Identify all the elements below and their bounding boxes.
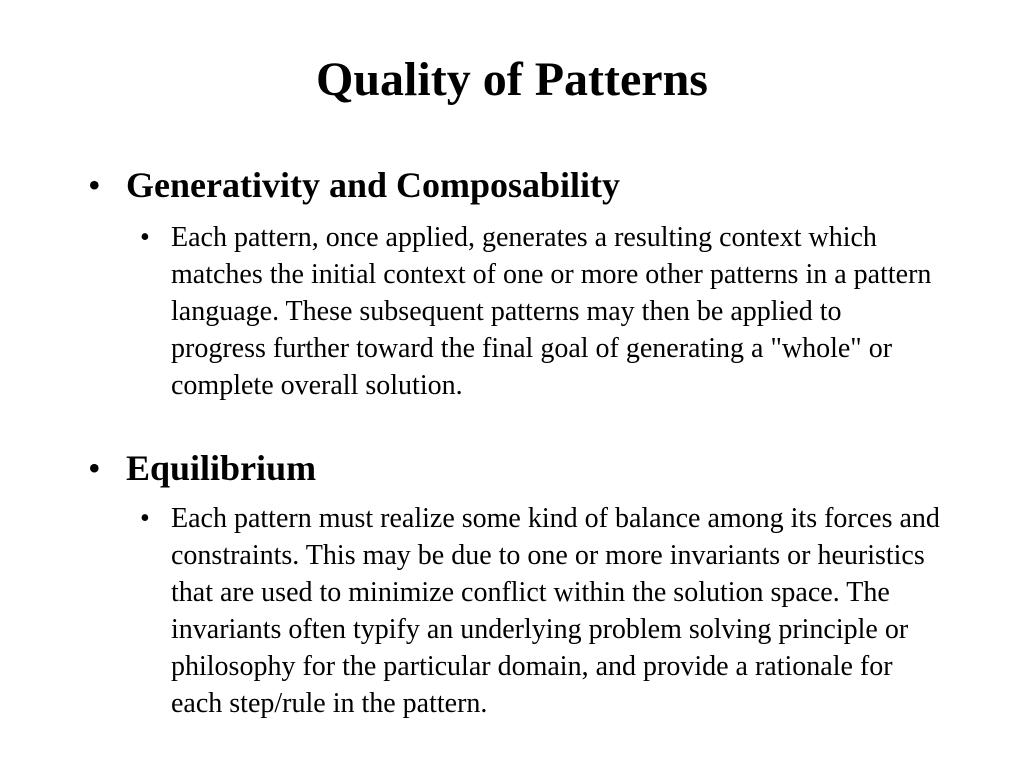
section-equilibrium-detail — [140, 500, 940, 722]
section-equilibrium — [88, 447, 968, 489]
section-generativity — [88, 164, 968, 206]
section-heading-row — [88, 447, 968, 489]
bullet-icon: • — [88, 165, 101, 205]
sub-bullet-icon: • — [140, 503, 150, 534]
detail-row — [140, 500, 940, 722]
sub-bullet-icon: • — [140, 222, 150, 253]
section-generativity-detail — [140, 219, 940, 404]
section-heading: Equilibrium — [126, 448, 317, 488]
section-heading-row — [88, 164, 968, 206]
detail-text: Each pattern, once applied, generates a resulting context which matches the initial context of one or more other patterns in a pattern language. These subsequent patterns may then be applied to progress further toward the final goal of generating a "whole" or complete overall solution. — [171, 222, 932, 401]
bullet-icon: • — [88, 448, 101, 488]
slide-title: Quality of Patterns — [316, 53, 708, 106]
section-heading: Generativity and Composability — [126, 165, 621, 205]
detail-text: Each pattern must realize some kind of balance among its forces and constraints. This may be due to one or more invariants or heuristics that are used to minimize conflict within the solution space. The invariants often typify an underlying problem solving principle or philosophy for the particular domain, and provide a rationale for each step/rule in the pattern. — [171, 503, 940, 719]
detail-row — [140, 219, 940, 404]
